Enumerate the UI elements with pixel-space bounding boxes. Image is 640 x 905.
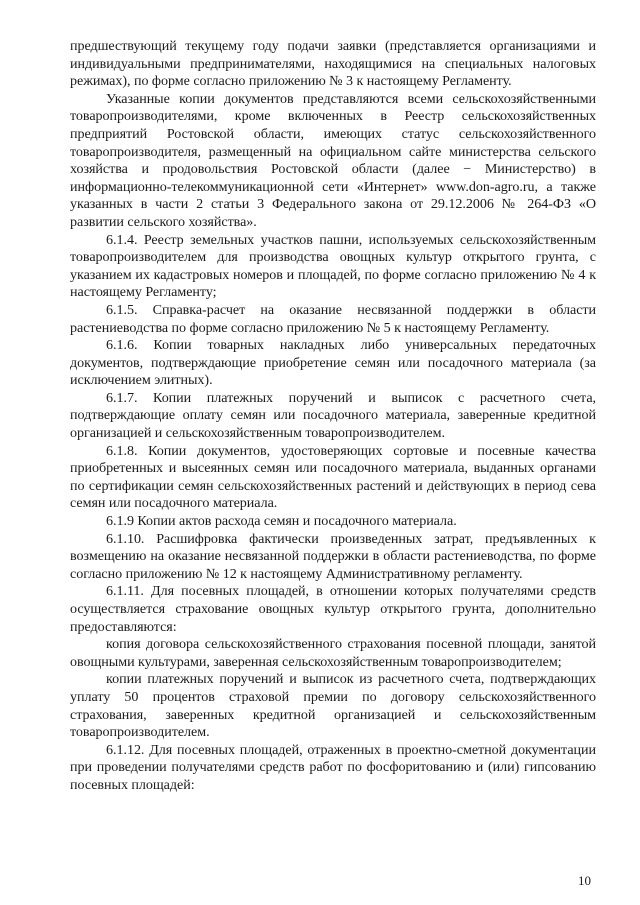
paragraph-insurance-contract: копия договора сельскохозяйственного страхования посевной площади, занятой овощными культурами, заверенная сельскохозяйственным товаропроизводителем; xyxy=(70,636,596,670)
paragraph-insurance-payments: копии платежных поручений и выписок из расчетного счета, подтверждающих уплату 50 процентов страховой премии по договору сельскохозяйственного страхования, заверенных кредитной организацией и сельскохозяйственным товаропроизводителем. xyxy=(70,671,596,741)
paragraph-6-1-9: 6.1.9 Копии актов расхода семян и посадочного материала. xyxy=(106,513,457,530)
document-body xyxy=(70,38,596,795)
paragraph-6-1-8: 6.1.8. Копии документов, удостоверяющих сортовые и посевные качества приобретенных и высеянных семян или посадочного материала, выданных органами по сертификации семян сельскохозяйственных растений и действующих в период сева семян или посадочного материала. xyxy=(70,442,596,512)
paragraph-6-1-12: 6.1.12. Для посевных площадей, отраженных в проектно-сметной документации при проведении получателями средств работ по фосфоритованию и (или) гипсованию посевных площадей: xyxy=(70,741,596,793)
paragraph-copies-note: Указанные копии документов представляются всеми сельскохозяйственными товаропроизводителями, кроме включенных в Реестр сельскохозяйственных предприятий Ростовской области, имеющих статус сельскохозяйственного товаропроизводителя, размещенный на официальном сайте министерства сельского хозяйства и продовольствия Ростовской области (далее − Министерство) в информационно-телекоммуникационной сети «Интернет» www.don-agro.ru, а также указанных в части 2 статьи 3 Федерального закона от 29.12.2006 № 264-ФЗ «О развитии сельского хозяйства». xyxy=(70,90,596,230)
paragraph-6-1-10: 6.1.10. Расшифровка фактически произведенных затрат, предъявленных к возмещению на оказание несвязанной поддержки в области растениеводства, по форме согласно приложению № 12 к настоящему Административному регламенту. xyxy=(70,530,596,582)
paragraph-6-1-5: 6.1.5. Справка-расчет на оказание несвязанной поддержки в области растениеводства по форме согласно приложению № 5 к настоящему Регламенту. xyxy=(70,301,596,336)
paragraph-6-1-11: 6.1.11. Для посевных площадей, в отношении которых получателями средств осуществляется страхование овощных культур открытого грунта, дополнительно предоставляются: xyxy=(70,583,596,635)
paragraph-6-1-6: 6.1.6. Копии товарных накладных либо универсальных передаточных документов, подтверждающие приобретение семян или посадочного материала (за исключением элитных). xyxy=(70,337,596,389)
paragraph-6-1-7: 6.1.7. Копии платежных поручений и выписок с расчетного счета, подтверждающие оплату семян или посадочного материала, заверенные кредитной организацией и сельскохозяйственным товаропроизводителем. xyxy=(70,389,596,442)
page-number: 10 xyxy=(578,873,591,888)
paragraph-6-1-4: 6.1.4. Реестр земельных участков пашни, используемых сельскохозяйственным товаропроизводителем для производства овощных культур открытого грунта, с указанием их кадастровых номеров и площадей, по форме согласно приложению № 4 к настоящему Регламенту; xyxy=(70,231,596,301)
paragraph-continuation: предшествующий текущему году подачи заявки (представляется организациями и индивидуальными предпринимателями, находящимися на специальных налоговых режимах), по форме согласно приложению № 3 к настоящему Регламенту. xyxy=(70,38,596,90)
